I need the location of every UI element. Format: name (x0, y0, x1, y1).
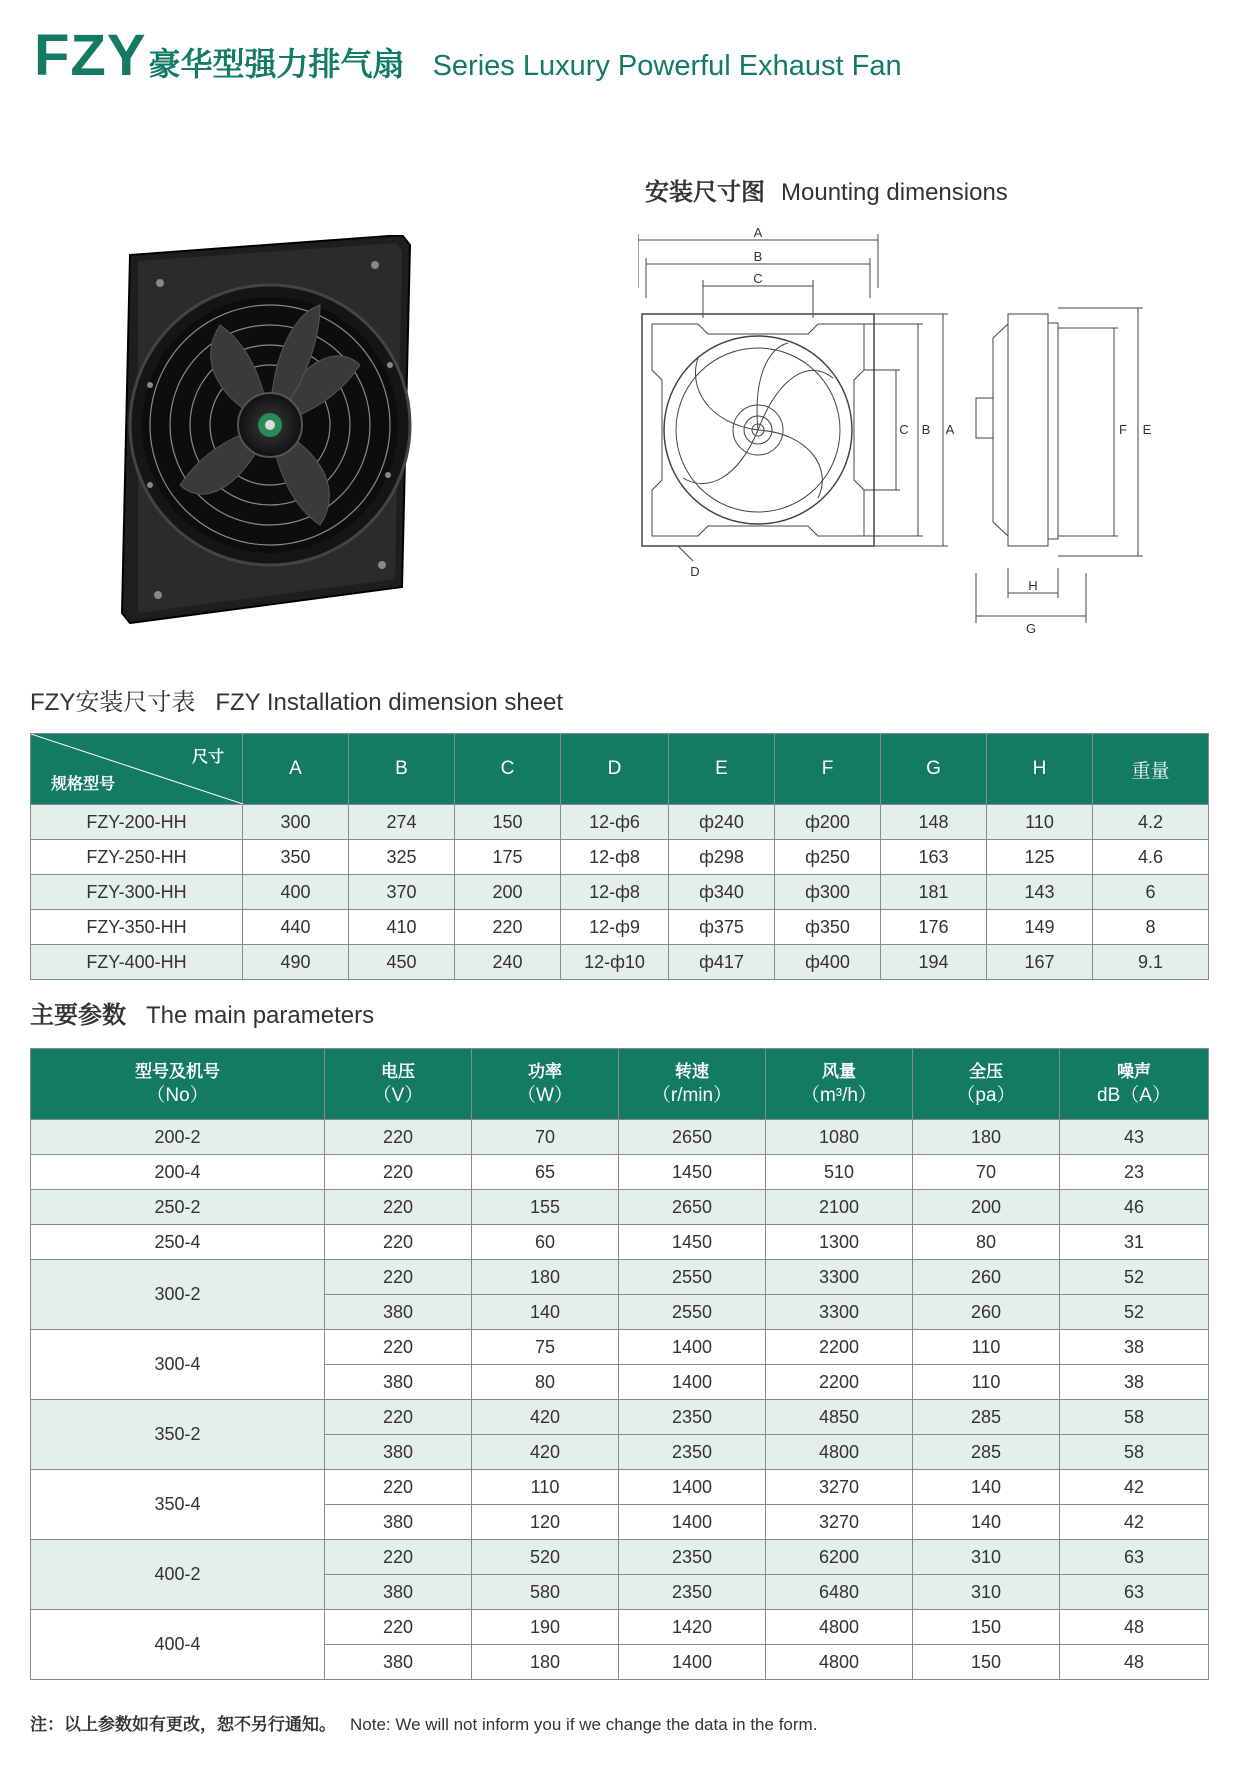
corner-label-size: 尺寸 (191, 749, 224, 766)
column-header (1060, 1049, 1209, 1120)
model-cell: FZY-400-HH (31, 945, 243, 980)
table-cell: 220 (325, 1190, 472, 1225)
table-cell: 6 (1093, 875, 1209, 910)
table-cell: 220 (325, 1225, 472, 1260)
column-header-cn: 电压 (381, 1062, 415, 1081)
column-header-unit: （W） (517, 1085, 573, 1106)
table-cell: 220 (325, 1610, 472, 1645)
table-row (31, 840, 1209, 875)
table-cell: 58 (1060, 1435, 1209, 1470)
table-cell: 48 (1060, 1645, 1209, 1680)
table-cell: 6200 (766, 1540, 913, 1575)
table-cell: 420 (472, 1400, 619, 1435)
table-cell: 300 (243, 805, 349, 840)
svg-text:F: F (1119, 422, 1127, 437)
model-cell: 350-2 (31, 1400, 325, 1470)
table-cell: 380 (325, 1505, 472, 1540)
table-cell: 48 (1060, 1610, 1209, 1645)
table-cell: 163 (881, 840, 987, 875)
model-cell: 400-4 (31, 1610, 325, 1680)
table-row (31, 1610, 1209, 1645)
table-cell: 420 (472, 1435, 619, 1470)
table-row (31, 805, 1209, 840)
svg-text:E: E (1142, 422, 1152, 437)
table-cell: 350 (243, 840, 349, 875)
table-cell: 140 (913, 1505, 1060, 1540)
table-row (31, 875, 1209, 910)
table-cell: 510 (766, 1155, 913, 1190)
table-cell: 3300 (766, 1295, 913, 1330)
table-cell: 310 (913, 1540, 1060, 1575)
svg-text:B: B (753, 249, 763, 264)
table-cell: 1300 (766, 1225, 913, 1260)
table-cell: 60 (472, 1225, 619, 1260)
table-cell: 150 (913, 1610, 1060, 1645)
table-cell: 1420 (619, 1610, 766, 1645)
table-row (31, 910, 1209, 945)
table-cell: 167 (987, 945, 1093, 980)
parameters-title-en: The main parameters (146, 1002, 375, 1029)
table-cell: 180 (472, 1645, 619, 1680)
table-cell: 4.6 (1093, 840, 1209, 875)
table-cell: ф300 (775, 875, 881, 910)
table-cell: 400 (243, 875, 349, 910)
table-cell: 220 (325, 1330, 472, 1365)
install-sheet-title-cn: FZY安装尺寸表 (30, 689, 196, 716)
table-cell: 380 (325, 1645, 472, 1680)
table-cell: ф240 (669, 805, 775, 840)
column-header-unit: （V） (372, 1085, 424, 1106)
table-cell: 370 (349, 875, 455, 910)
svg-text:A: A (945, 422, 955, 437)
table-cell: 200 (913, 1190, 1060, 1225)
table-cell: 220 (325, 1400, 472, 1435)
table-cell: 2200 (766, 1365, 913, 1400)
table-cell: 155 (472, 1190, 619, 1225)
table-cell: 220 (325, 1120, 472, 1155)
table-cell: 58 (1060, 1400, 1209, 1435)
footer-note-en: Note: We will not inform you if we change the data in the form. (350, 1715, 818, 1734)
table-cell: ф340 (669, 875, 775, 910)
model-cell: 400-2 (31, 1540, 325, 1610)
table-cell: 46 (1060, 1190, 1209, 1225)
table-row (31, 1155, 1209, 1190)
mounting-title-en: Mounting dimensions (781, 179, 1008, 206)
table-cell: 220 (325, 1540, 472, 1575)
model-cell: 200-2 (31, 1120, 325, 1155)
table-cell: ф400 (775, 945, 881, 980)
model-cell: 300-4 (31, 1330, 325, 1400)
table-row (31, 1330, 1209, 1365)
column-header (913, 1049, 1060, 1120)
table-cell: 2100 (766, 1190, 913, 1225)
model-cell: FZY-300-HH (31, 875, 243, 910)
table-cell: 220 (455, 910, 561, 945)
table-cell: 148 (881, 805, 987, 840)
table-cell: 140 (913, 1470, 1060, 1505)
table-cell: 150 (913, 1645, 1060, 1680)
table-cell: 1400 (619, 1330, 766, 1365)
column-header-unit: dB（A） (1097, 1085, 1171, 1106)
table-cell: 440 (243, 910, 349, 945)
table-cell: 200 (455, 875, 561, 910)
table-cell: 110 (913, 1330, 1060, 1365)
svg-text:H: H (1028, 578, 1038, 593)
table-cell: 1400 (619, 1505, 766, 1540)
svg-text:D: D (690, 564, 700, 579)
table-cell: 110 (472, 1470, 619, 1505)
table-cell: 1450 (619, 1225, 766, 1260)
column-header: E (669, 734, 775, 805)
column-header: 重量 (1093, 734, 1209, 805)
table-cell: 240 (455, 945, 561, 980)
table-cell: 38 (1060, 1365, 1209, 1400)
column-header (325, 1049, 472, 1120)
table-cell: 3300 (766, 1260, 913, 1295)
column-header: A (243, 734, 349, 805)
table-cell: 181 (881, 875, 987, 910)
table-cell: 4800 (766, 1435, 913, 1470)
table-cell: 1450 (619, 1155, 766, 1190)
table-cell: 285 (913, 1435, 1060, 1470)
table-cell: 125 (987, 840, 1093, 875)
table-cell: 43 (1060, 1120, 1209, 1155)
column-header-cn: 功率 (528, 1062, 562, 1081)
table-cell: 194 (881, 945, 987, 980)
table-cell: 1400 (619, 1365, 766, 1400)
table-cell: ф200 (775, 805, 881, 840)
table-cell: 12-ф9 (561, 910, 669, 945)
table-cell: 110 (987, 805, 1093, 840)
table-cell: 3270 (766, 1505, 913, 1540)
table-row (31, 1470, 1209, 1505)
install-sheet-title-en: FZY Installation dimension sheet (215, 689, 564, 716)
mounting-title (645, 172, 1008, 207)
table-cell: 63 (1060, 1575, 1209, 1610)
mounting-title-cn: 安装尺寸图 (645, 179, 765, 206)
table-cell: 110 (913, 1365, 1060, 1400)
table-cell: 380 (325, 1575, 472, 1610)
table-cell: ф298 (669, 840, 775, 875)
brand-name: FZY (34, 23, 147, 88)
table-row (31, 945, 1209, 980)
title-cn: 豪华型强力排气扇 (148, 46, 405, 82)
table-cell: 260 (913, 1260, 1060, 1295)
column-header: F (775, 734, 881, 805)
table-cell: 80 (472, 1365, 619, 1400)
table-cell: 12-ф8 (561, 875, 669, 910)
table-cell: 450 (349, 945, 455, 980)
table-cell: 75 (472, 1330, 619, 1365)
table-cell: 70 (472, 1120, 619, 1155)
column-header-cn: 型号及机号 (135, 1062, 220, 1081)
table-cell: 4850 (766, 1400, 913, 1435)
table-cell: 140 (472, 1295, 619, 1330)
table-cell: 52 (1060, 1295, 1209, 1330)
parameters-title-cn: 主要参数 (30, 1002, 126, 1029)
table-cell: 9.1 (1093, 945, 1209, 980)
model-cell: 350-4 (31, 1470, 325, 1540)
model-cell: 250-4 (31, 1225, 325, 1260)
table-cell: 220 (325, 1260, 472, 1295)
table-cell: 190 (472, 1610, 619, 1645)
table-cell: 285 (913, 1400, 1060, 1435)
table-cell: 2550 (619, 1295, 766, 1330)
table-cell: 260 (913, 1295, 1060, 1330)
table-cell: 325 (349, 840, 455, 875)
table-cell: 143 (987, 875, 1093, 910)
model-cell: 300-2 (31, 1260, 325, 1330)
table-cell: 80 (913, 1225, 1060, 1260)
table-cell: 310 (913, 1575, 1060, 1610)
model-cell: FZY-250-HH (31, 840, 243, 875)
table-cell: 12-ф8 (561, 840, 669, 875)
table-cell: 2350 (619, 1400, 766, 1435)
table-cell: 2550 (619, 1260, 766, 1295)
table-cell: 4800 (766, 1610, 913, 1645)
table-cell: 410 (349, 910, 455, 945)
table-cell: ф250 (775, 840, 881, 875)
corner-label-model: 规格型号 (51, 776, 116, 793)
table-cell: 1400 (619, 1470, 766, 1505)
column-header (766, 1049, 913, 1120)
svg-text:C: C (899, 422, 909, 437)
table-row (31, 1225, 1209, 1260)
table-cell: 175 (455, 840, 561, 875)
table-cell: 2350 (619, 1540, 766, 1575)
table-cell: 220 (325, 1155, 472, 1190)
column-header (619, 1049, 766, 1120)
table-cell: 2650 (619, 1190, 766, 1225)
table-cell: 52 (1060, 1260, 1209, 1295)
table-cell: 38 (1060, 1330, 1209, 1365)
table-cell: 70 (913, 1155, 1060, 1190)
column-header-unit: （r/min） (651, 1085, 733, 1106)
table-cell: 3270 (766, 1470, 913, 1505)
table-cell: 274 (349, 805, 455, 840)
column-header-cn: 风量 (822, 1062, 856, 1081)
install-sheet-title (30, 682, 563, 717)
svg-text:A: A (753, 228, 763, 240)
table-cell: 4.2 (1093, 805, 1209, 840)
column-header (472, 1049, 619, 1120)
table-cell: 65 (472, 1155, 619, 1190)
table-cell: 150 (455, 805, 561, 840)
main-parameters-table (30, 1048, 1209, 1680)
table-cell: 63 (1060, 1540, 1209, 1575)
column-header: G (881, 734, 987, 805)
parameters-title (30, 995, 374, 1030)
installation-dimension-table (30, 733, 1209, 980)
fan-product-image (120, 235, 465, 625)
table-cell: 2350 (619, 1435, 766, 1470)
column-header: B (349, 734, 455, 805)
table-cell: 380 (325, 1295, 472, 1330)
table-row (31, 1120, 1209, 1155)
column-header: D (561, 734, 669, 805)
table-cell: 580 (472, 1575, 619, 1610)
table-cell: 380 (325, 1435, 472, 1470)
table-cell: 1400 (619, 1645, 766, 1680)
column-header-unit: （pa） (956, 1085, 1016, 1106)
mounting-dimension-diagram (638, 228, 1218, 638)
table-cell: 180 (913, 1120, 1060, 1155)
model-cell: FZY-200-HH (31, 805, 243, 840)
column-header-unit: （m³/h） (800, 1085, 877, 1106)
column-header: H (987, 734, 1093, 805)
table-cell: 12-ф6 (561, 805, 669, 840)
column-header: C (455, 734, 561, 805)
table-cell: 8 (1093, 910, 1209, 945)
table-cell: ф350 (775, 910, 881, 945)
model-cell: FZY-350-HH (31, 910, 243, 945)
column-header (31, 1049, 325, 1120)
table-cell: 520 (472, 1540, 619, 1575)
model-cell: 250-2 (31, 1190, 325, 1225)
table-row (31, 1400, 1209, 1435)
table-cell: 149 (987, 910, 1093, 945)
footer-note-cn: 注：以上参数如有更改，恕不另行通知。 (30, 1715, 336, 1734)
column-header-unit: （No） (146, 1085, 209, 1106)
title-en: Series Luxury Powerful Exhaust Fan (432, 50, 902, 82)
table-row (31, 1540, 1209, 1575)
page-title (34, 22, 902, 88)
table-cell: 23 (1060, 1155, 1209, 1190)
table-cell: ф417 (669, 945, 775, 980)
column-header-cn: 噪声 (1117, 1062, 1151, 1081)
table-cell: ф375 (669, 910, 775, 945)
table-cell: 42 (1060, 1470, 1209, 1505)
svg-text:C: C (753, 271, 763, 286)
footer-note (30, 1710, 817, 1735)
table-cell: 12-ф10 (561, 945, 669, 980)
column-header-cn: 全压 (969, 1062, 1003, 1081)
table-cell: 6480 (766, 1575, 913, 1610)
table-cell: 42 (1060, 1505, 1209, 1540)
table-cell: 2200 (766, 1330, 913, 1365)
model-cell: 200-4 (31, 1155, 325, 1190)
svg-text:B: B (921, 422, 931, 437)
table-cell: 220 (325, 1470, 472, 1505)
table-row (31, 1260, 1209, 1295)
table-cell: 180 (472, 1260, 619, 1295)
table-cell: 490 (243, 945, 349, 980)
table-cell: 1080 (766, 1120, 913, 1155)
table-row (31, 1190, 1209, 1225)
table-cell: 2650 (619, 1120, 766, 1155)
table-cell: 380 (325, 1365, 472, 1400)
table-cell: 31 (1060, 1225, 1209, 1260)
table-cell: 4800 (766, 1645, 913, 1680)
table-cell: 2350 (619, 1575, 766, 1610)
table-corner-header (31, 734, 243, 805)
column-header-cn: 转速 (675, 1062, 709, 1081)
svg-text:G: G (1025, 621, 1037, 636)
table-cell: 120 (472, 1505, 619, 1540)
table-cell: 176 (881, 910, 987, 945)
